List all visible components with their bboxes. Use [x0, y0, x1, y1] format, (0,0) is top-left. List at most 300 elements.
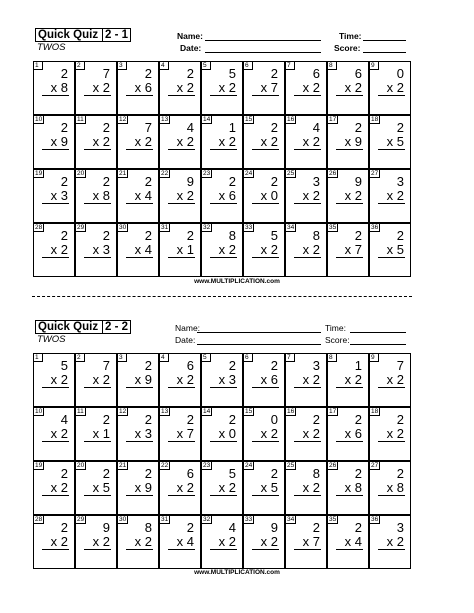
- score-field[interactable]: [350, 335, 406, 345]
- multiplicand: 3: [312, 358, 320, 373]
- problem-cell[interactable]: [369, 461, 411, 515]
- multiplicand: 9: [354, 174, 362, 189]
- answer-line: [336, 149, 363, 150]
- problem-cell[interactable]: [117, 115, 159, 169]
- answer-line: [84, 203, 111, 204]
- problem-cell[interactable]: [33, 61, 75, 115]
- problem-cell[interactable]: [117, 169, 159, 223]
- problem-number: 4: [159, 61, 169, 70]
- answer-line: [378, 387, 405, 388]
- multiplier: x 2: [386, 80, 404, 95]
- problem-cell[interactable]: [159, 353, 201, 407]
- answer-line: [378, 257, 405, 258]
- problem-cell[interactable]: [201, 461, 243, 515]
- problem-number: 30: [119, 516, 127, 523]
- multiplier: x 2: [218, 242, 236, 257]
- answer-line: [336, 257, 363, 258]
- problem-cell[interactable]: [33, 515, 75, 569]
- multiplicand: 2: [270, 120, 278, 135]
- multiplicand: 3: [396, 174, 404, 189]
- multiplicand: 5: [228, 66, 236, 81]
- multiplier: x 8: [50, 80, 68, 95]
- answer-line: [336, 203, 363, 204]
- problem-cell[interactable]: [369, 353, 411, 407]
- problem-cell[interactable]: [75, 223, 117, 277]
- multiplicand: 2: [60, 66, 68, 81]
- problem-cell[interactable]: [243, 515, 285, 569]
- answer-line: [84, 95, 111, 96]
- multiplier: x 2: [176, 134, 194, 149]
- time-field[interactable]: [350, 323, 406, 333]
- multiplier: x 2: [176, 480, 194, 495]
- problem-number: 11: [77, 408, 84, 415]
- problem-cell[interactable]: [201, 515, 243, 569]
- multiplicand: 7: [396, 358, 404, 373]
- problem-cell[interactable]: [33, 407, 75, 461]
- multiplicand: 2: [144, 66, 152, 81]
- multiplicand: 2: [396, 228, 404, 243]
- problem-number: 13: [161, 408, 169, 415]
- problem-number: 6: [243, 61, 253, 70]
- multiplier: x 2: [50, 372, 68, 387]
- multiplicand: 2: [228, 174, 236, 189]
- quiz-subtitle: TWOS: [37, 42, 66, 53]
- multiplicand: 2: [60, 120, 68, 135]
- answer-line: [378, 203, 405, 204]
- problem-cell[interactable]: [243, 461, 285, 515]
- quiz-title: Quick Quiz: [36, 321, 103, 333]
- problem-number: 35: [329, 516, 337, 523]
- answer-line: [126, 257, 153, 258]
- multiplier: x 3: [92, 242, 110, 257]
- problem-number: 29: [77, 516, 85, 523]
- multiplicand: 4: [312, 120, 320, 135]
- problem-cell[interactable]: [285, 515, 327, 569]
- problem-cell[interactable]: [327, 223, 369, 277]
- multiplicand: 2: [186, 66, 194, 81]
- answer-line: [378, 95, 405, 96]
- multiplicand: 4: [60, 412, 68, 427]
- multiplier: x 2: [176, 188, 194, 203]
- answer-line: [42, 203, 69, 204]
- problem-cell[interactable]: [243, 407, 285, 461]
- problem-number: 24: [245, 462, 253, 469]
- multiplier: x 4: [134, 188, 152, 203]
- answer-line: [126, 95, 153, 96]
- multiplicand: 9: [270, 520, 278, 535]
- problem-number: 9: [369, 353, 379, 362]
- answer-line: [210, 495, 237, 496]
- name-label: Name:: [175, 323, 201, 333]
- footer-url: www.MULTIPLICATION.com: [194, 569, 280, 576]
- problem-cell[interactable]: [159, 407, 201, 461]
- problem-number: 15: [245, 116, 253, 123]
- problem-cell[interactable]: [327, 115, 369, 169]
- multiplier: x 4: [176, 534, 194, 549]
- multiplicand: 5: [270, 228, 278, 243]
- answer-line: [336, 387, 363, 388]
- multiplicand: 5: [60, 358, 68, 373]
- problem-cell[interactable]: [285, 461, 327, 515]
- problem-cell[interactable]: [327, 407, 369, 461]
- problem-number: 23: [203, 170, 211, 177]
- problem-cell[interactable]: [201, 61, 243, 115]
- problem-number: 27: [371, 170, 379, 177]
- problem-cell[interactable]: [369, 115, 411, 169]
- answer-line: [168, 203, 195, 204]
- problem-number: 15: [245, 408, 253, 415]
- problem-cell[interactable]: [201, 223, 243, 277]
- multiplier: x 2: [134, 534, 152, 549]
- problem-cell[interactable]: [117, 223, 159, 277]
- answer-line: [252, 149, 279, 150]
- quiz-number: 2 - 2: [104, 321, 128, 333]
- multiplier: x 8: [92, 188, 110, 203]
- multiplier: x 2: [92, 534, 110, 549]
- multiplier: x 6: [134, 80, 152, 95]
- score-field[interactable]: [363, 43, 406, 53]
- problem-cell[interactable]: [369, 515, 411, 569]
- answer-line: [210, 149, 237, 150]
- multiplier: x 9: [50, 134, 68, 149]
- problem-number: 25: [287, 170, 295, 177]
- multiplier: x 9: [134, 480, 152, 495]
- multiplier: x 2: [218, 534, 236, 549]
- problem-number: 21: [119, 170, 127, 177]
- problem-cell[interactable]: [285, 115, 327, 169]
- answer-line: [378, 149, 405, 150]
- problem-cell[interactable]: [33, 353, 75, 407]
- multiplier: x 4: [134, 242, 152, 257]
- problem-cell[interactable]: [327, 169, 369, 223]
- name-field[interactable]: [205, 31, 321, 41]
- multiplier: x 2: [50, 426, 68, 441]
- problem-cell[interactable]: [75, 461, 117, 515]
- answer-line: [42, 495, 69, 496]
- date-field[interactable]: [197, 335, 321, 345]
- multiplicand: 2: [144, 228, 152, 243]
- answer-line: [84, 441, 111, 442]
- problem-cell[interactable]: [327, 515, 369, 569]
- answer-line: [210, 549, 237, 550]
- problem-number: 2: [75, 61, 85, 70]
- multiplicand: 2: [102, 174, 110, 189]
- answer-line: [252, 257, 279, 258]
- answer-line: [294, 441, 321, 442]
- multiplicand: 2: [186, 228, 194, 243]
- multiplicand: 2: [60, 174, 68, 189]
- problem-number: 6: [243, 353, 253, 362]
- multiplier: x 2: [302, 242, 320, 257]
- answer-line: [126, 203, 153, 204]
- problem-number: 35: [329, 224, 337, 231]
- multiplicand: 2: [228, 412, 236, 427]
- answer-line: [168, 441, 195, 442]
- problem-number: 1: [33, 353, 43, 362]
- multiplier: x 2: [344, 372, 362, 387]
- answer-line: [378, 441, 405, 442]
- answer-line: [336, 495, 363, 496]
- multiplicand: 3: [396, 520, 404, 535]
- multiplicand: 6: [312, 66, 320, 81]
- problem-cell[interactable]: [285, 407, 327, 461]
- multiplier: x 3: [218, 372, 236, 387]
- problem-cell[interactable]: [243, 61, 285, 115]
- problem-cell[interactable]: [117, 515, 159, 569]
- multiplicand: 8: [144, 520, 152, 535]
- multiplier: x 1: [92, 426, 110, 441]
- problem-number: 12: [119, 408, 127, 415]
- multiplicand: 2: [396, 120, 404, 135]
- multiplier: x 2: [134, 134, 152, 149]
- multiplicand: 2: [144, 358, 152, 373]
- answer-line: [294, 257, 321, 258]
- multiplier: x 5: [92, 480, 110, 495]
- problem-cell[interactable]: [75, 169, 117, 223]
- problem-number: 8: [327, 61, 337, 70]
- problem-cell[interactable]: [201, 353, 243, 407]
- problem-cell[interactable]: [33, 169, 75, 223]
- problem-cell[interactable]: [243, 169, 285, 223]
- problem-number: 29: [77, 224, 85, 231]
- problem-cell[interactable]: [75, 515, 117, 569]
- problem-cell[interactable]: [243, 353, 285, 407]
- problem-number: 16: [287, 116, 295, 123]
- problem-cell[interactable]: [285, 61, 327, 115]
- problem-cell[interactable]: [117, 461, 159, 515]
- multiplicand: 2: [270, 358, 278, 373]
- problem-number: 33: [245, 224, 253, 231]
- multiplicand: 0: [270, 412, 278, 427]
- score-label: Score:: [334, 43, 361, 53]
- problem-cell[interactable]: [243, 223, 285, 277]
- problem-number: 18: [371, 116, 379, 123]
- problem-number: 10: [35, 116, 43, 123]
- problem-number: 12: [119, 116, 127, 123]
- multiplier: x 1: [176, 242, 194, 257]
- multiplicand: 2: [144, 174, 152, 189]
- problem-cell[interactable]: [369, 61, 411, 115]
- multiplicand: 1: [228, 120, 236, 135]
- problem-cell[interactable]: [117, 407, 159, 461]
- multiplier: x 2: [344, 188, 362, 203]
- multiplier: x 2: [92, 134, 110, 149]
- answer-line: [168, 549, 195, 550]
- problem-cell[interactable]: [327, 353, 369, 407]
- time-field[interactable]: [363, 31, 406, 41]
- answer-line: [42, 257, 69, 258]
- problem-number: 16: [287, 408, 295, 415]
- problem-number: 14: [203, 408, 211, 415]
- problem-cell[interactable]: [327, 61, 369, 115]
- problem-cell[interactable]: [201, 115, 243, 169]
- multiplier: x 2: [176, 372, 194, 387]
- multiplier: x 2: [386, 372, 404, 387]
- multiplicand: 2: [354, 120, 362, 135]
- answer-line: [42, 149, 69, 150]
- problem-cell[interactable]: [75, 115, 117, 169]
- answer-line: [168, 387, 195, 388]
- multiplier: x 2: [218, 134, 236, 149]
- answer-line: [42, 95, 69, 96]
- multiplier: x 2: [386, 188, 404, 203]
- answer-line: [294, 149, 321, 150]
- answer-line: [210, 203, 237, 204]
- problem-cell[interactable]: [201, 407, 243, 461]
- footer-url: www.MULTIPLICATION.com: [194, 278, 280, 285]
- problem-cell[interactable]: [327, 461, 369, 515]
- problem-number: 36: [371, 516, 379, 523]
- multiplier: x 0: [260, 188, 278, 203]
- answer-line: [84, 549, 111, 550]
- problem-cell[interactable]: [159, 223, 201, 277]
- multiplier: x 9: [344, 134, 362, 149]
- answer-line: [42, 441, 69, 442]
- time-label: Time:: [325, 323, 346, 333]
- multiplicand: 2: [354, 228, 362, 243]
- multiplicand: 9: [186, 174, 194, 189]
- problem-cell[interactable]: [75, 407, 117, 461]
- multiplier: x 0: [218, 426, 236, 441]
- problem-cell[interactable]: [369, 223, 411, 277]
- date-field[interactable]: [205, 43, 321, 53]
- answer-line: [252, 387, 279, 388]
- multiplicand: 2: [270, 66, 278, 81]
- problem-number: 24: [245, 170, 253, 177]
- answer-line: [294, 95, 321, 96]
- answer-line: [336, 441, 363, 442]
- multiplicand: 6: [186, 466, 194, 481]
- answer-line: [84, 149, 111, 150]
- answer-line: [126, 549, 153, 550]
- answer-line: [294, 203, 321, 204]
- problem-number: 19: [35, 462, 43, 469]
- answer-line: [168, 149, 195, 150]
- answer-line: [294, 495, 321, 496]
- answer-line: [84, 257, 111, 258]
- answer-line: [294, 387, 321, 388]
- name-label: Name:: [177, 31, 203, 41]
- multiplicand: 7: [102, 66, 110, 81]
- problem-cell[interactable]: [201, 169, 243, 223]
- problem-number: 14: [203, 116, 211, 123]
- score-label: Score:: [325, 335, 350, 345]
- multiplier: x 2: [50, 480, 68, 495]
- multiplicand: 2: [102, 228, 110, 243]
- problem-cell[interactable]: [33, 223, 75, 277]
- problem-number: 23: [203, 462, 211, 469]
- multiplier: x 8: [344, 480, 362, 495]
- quiz-number: 2 - 1: [104, 29, 128, 41]
- multiplier: x 2: [92, 372, 110, 387]
- problem-cell[interactable]: [369, 407, 411, 461]
- problem-number: 28: [35, 224, 43, 231]
- problem-cell[interactable]: [159, 61, 201, 115]
- multiplier: x 2: [218, 80, 236, 95]
- answer-line: [42, 549, 69, 550]
- answer-line: [378, 495, 405, 496]
- problem-cell[interactable]: [369, 169, 411, 223]
- multiplier: x 7: [260, 80, 278, 95]
- multiplier: x 4: [344, 534, 362, 549]
- problem-cell[interactable]: [243, 115, 285, 169]
- answer-line: [42, 387, 69, 388]
- problem-number: 32: [203, 516, 211, 523]
- answer-line: [168, 495, 195, 496]
- multiplicand: 2: [354, 466, 362, 481]
- problem-number: 22: [161, 170, 169, 177]
- multiplicand: 2: [396, 466, 404, 481]
- problem-number: 20: [77, 170, 85, 177]
- problem-cell[interactable]: [159, 115, 201, 169]
- multiplicand: 3: [312, 174, 320, 189]
- answer-line: [252, 95, 279, 96]
- multiplicand: 4: [228, 520, 236, 535]
- problem-cell[interactable]: [75, 353, 117, 407]
- multiplier: x 7: [344, 242, 362, 257]
- problem-number: 21: [119, 462, 127, 469]
- multiplicand: 2: [354, 520, 362, 535]
- multiplicand: 0: [396, 66, 404, 81]
- multiplier: x 2: [302, 188, 320, 203]
- problem-number: 30: [119, 224, 127, 231]
- problem-cell[interactable]: [285, 353, 327, 407]
- multiplicand: 2: [60, 228, 68, 243]
- multiplier: x 2: [386, 534, 404, 549]
- problem-number: 7: [285, 353, 295, 362]
- multiplier: x 3: [134, 426, 152, 441]
- problem-number: 17: [329, 116, 337, 123]
- multiplicand: 2: [60, 520, 68, 535]
- answer-line: [126, 495, 153, 496]
- problem-cell[interactable]: [159, 461, 201, 515]
- problem-number: 5: [201, 61, 211, 70]
- problem-cell[interactable]: [285, 169, 327, 223]
- quiz-title-box: [35, 320, 131, 334]
- problem-cell[interactable]: [159, 169, 201, 223]
- problem-cell[interactable]: [159, 515, 201, 569]
- answer-line: [84, 495, 111, 496]
- multiplier: x 7: [176, 426, 194, 441]
- multiplier: x 2: [302, 426, 320, 441]
- problem-cell[interactable]: [285, 223, 327, 277]
- problem-number: 2: [75, 353, 85, 362]
- multiplier: x 2: [260, 242, 278, 257]
- problem-number: 13: [161, 116, 169, 123]
- multiplicand: 2: [102, 466, 110, 481]
- problem-number: 34: [287, 516, 295, 523]
- time-label: Time:: [339, 31, 362, 41]
- answer-line: [168, 95, 195, 96]
- problem-number: 5: [201, 353, 211, 362]
- answer-line: [252, 441, 279, 442]
- problem-cell[interactable]: [117, 353, 159, 407]
- problem-cell[interactable]: [117, 61, 159, 115]
- problem-number: 22: [161, 462, 169, 469]
- problem-cell[interactable]: [33, 115, 75, 169]
- multiplier: x 5: [386, 242, 404, 257]
- multiplier: x 3: [50, 188, 68, 203]
- date-label: Date:: [175, 335, 196, 345]
- problem-cell[interactable]: [75, 61, 117, 115]
- multiplier: x 7: [302, 534, 320, 549]
- answer-line: [252, 495, 279, 496]
- multiplier: x 2: [344, 80, 362, 95]
- problem-number: 9: [369, 61, 379, 70]
- name-field[interactable]: [197, 323, 321, 333]
- problem-cell[interactable]: [33, 461, 75, 515]
- quiz-title-box: [35, 28, 131, 42]
